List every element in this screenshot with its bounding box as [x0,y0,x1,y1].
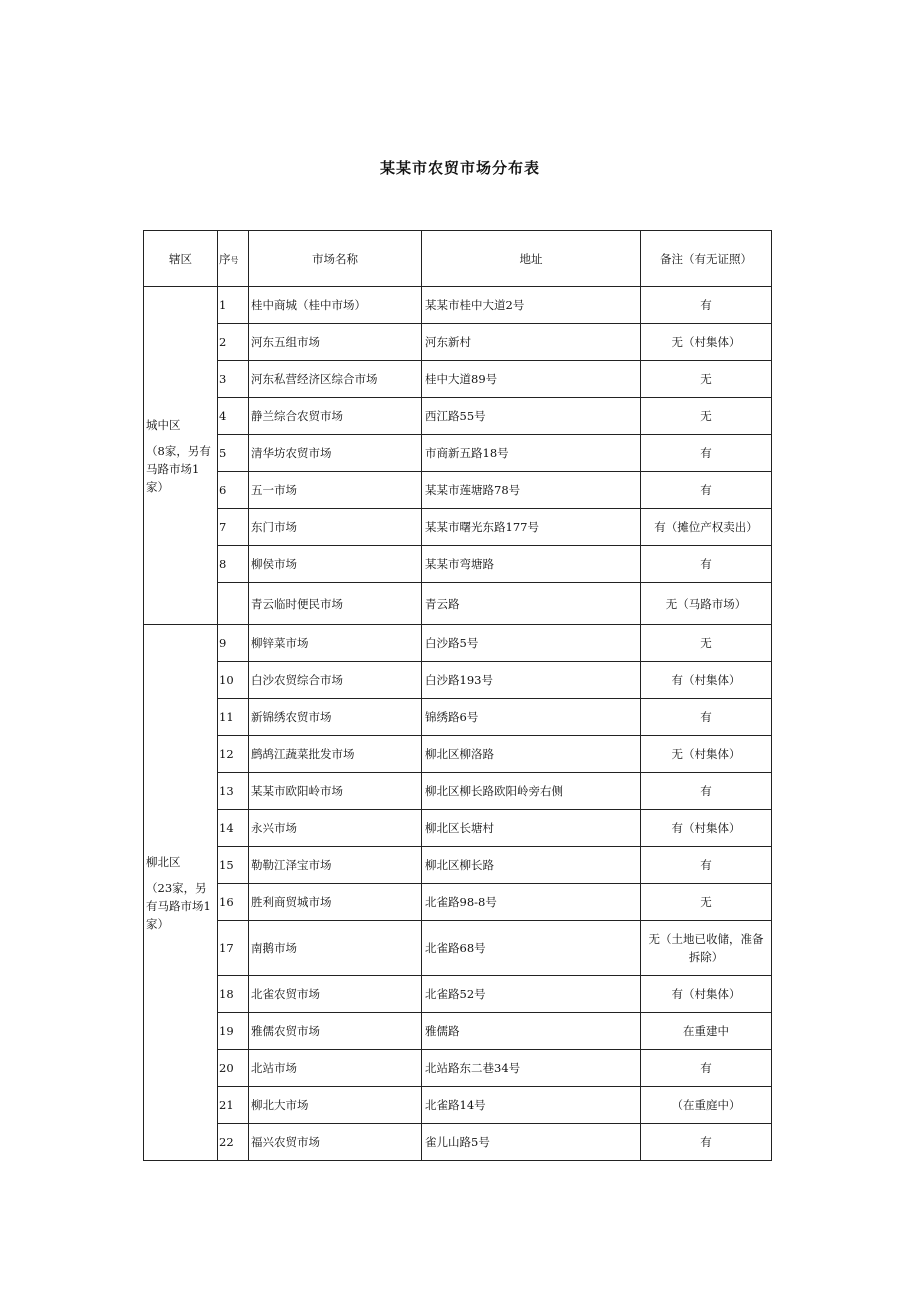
seq-cell: 17 [218,921,249,976]
market-name-cell: 河东五组市场 [249,324,422,361]
note-cell: 无 [641,625,772,662]
note-cell: 有 [641,1124,772,1161]
header-note: 备注（有无证照） [641,231,772,287]
table-row [144,1087,772,1124]
market-name-cell: 柳北大市场 [249,1087,422,1124]
market-name-cell: 勒勒江泽宝市场 [249,847,422,884]
address-cell: 青云路 [422,583,641,625]
address-cell: 北雀路14号 [422,1087,641,1124]
market-name-cell: 福兴农贸市场 [249,1124,422,1161]
table-row [144,472,772,509]
address-cell: 某某市曙光东路177号 [422,509,641,546]
table-row [144,699,772,736]
page-title: 某某市农贸市场分布表 [379,159,540,177]
note-cell: 无（土地已收储，准备拆除） [641,921,772,976]
table-row [144,435,772,472]
header-seq-small: 号 [230,255,239,265]
seq-cell: 3 [218,361,249,398]
seq-cell: 5 [218,435,249,472]
table-row [144,921,772,976]
note-cell: 有（摊位产权卖出） [641,509,772,546]
address-cell: 柳北区柳洛路 [422,736,641,773]
address-cell: 北雀路68号 [422,921,641,976]
market-name-cell: 河东私营经济区综合市场 [249,361,422,398]
address-cell: 西江路55号 [422,398,641,435]
seq-cell: 20 [218,1050,249,1087]
note-cell: 无（村集体） [641,736,772,773]
table-row [144,736,772,773]
address-cell: 锦绣路6号 [422,699,641,736]
address-cell: 市商新五路18号 [422,435,641,472]
seq-cell: 10 [218,662,249,699]
table-row [144,1050,772,1087]
district-note: （23家，另有马路市场1家） [146,880,211,931]
seq-cell: 19 [218,1013,249,1050]
note-cell: 有（村集体） [641,662,772,699]
market-name-cell: 北站市场 [249,1050,422,1087]
market-name-cell: 某某市欧阳岭市场 [249,773,422,810]
address-cell: 白沙路193号 [422,662,641,699]
address-cell: 桂中大道89号 [422,361,641,398]
note-cell: 有 [641,472,772,509]
seq-cell: 4 [218,398,249,435]
table-row [144,287,772,324]
seq-cell: 22 [218,1124,249,1161]
market-name-cell: 新锦绣农贸市场 [249,699,422,736]
market-name-cell: 清华坊农贸市场 [249,435,422,472]
note-cell: 有 [641,773,772,810]
header-seq [218,231,249,287]
seq-cell: 18 [218,976,249,1013]
table-row [144,662,772,699]
address-cell: 某某市桂中大道2号 [422,287,641,324]
market-name-cell: 白沙农贸综合市场 [249,662,422,699]
market-table [143,230,772,1161]
table-row [144,324,772,361]
table-body [144,287,772,1161]
header-row [144,231,772,287]
market-name-cell: 南鹅市场 [249,921,422,976]
table-row [144,583,772,625]
market-name-cell: 柳侯市场 [249,546,422,583]
table-row [144,509,772,546]
address-cell: 北站路东二巷34号 [422,1050,641,1087]
market-name-cell: 雅儒农贸市场 [249,1013,422,1050]
note-cell: 有 [641,699,772,736]
header-seq-main: 序 [219,251,231,266]
market-name-cell: 五一市场 [249,472,422,509]
address-cell: 北雀路98-8号 [422,884,641,921]
note-cell: 无（马路市场） [641,583,772,625]
district-note: （8家，另有马路市场1家） [146,443,211,494]
table-row [144,773,772,810]
note-cell: 有 [641,546,772,583]
market-name-cell: 青云临时便民市场 [249,583,422,625]
seq-cell: 21 [218,1087,249,1124]
seq-cell: 16 [218,884,249,921]
address-cell: 柳北区长塘村 [422,810,641,847]
header-name: 市场名称 [249,231,422,287]
seq-cell: 12 [218,736,249,773]
note-cell: 无 [641,398,772,435]
address-cell: 某某市莲塘路78号 [422,472,641,509]
note-cell: 有 [641,1050,772,1087]
market-name-cell: 桂中商城（桂中市场） [249,287,422,324]
table-row [144,398,772,435]
seq-cell: 8 [218,546,249,583]
market-name-cell: 永兴市场 [249,810,422,847]
note-cell: （在重庭中） [641,1087,772,1124]
seq-cell: 6 [218,472,249,509]
table-row [144,1124,772,1161]
district-name: 城中区 [146,417,181,432]
table-row [144,361,772,398]
header-address: 地址 [422,231,641,287]
note-cell: 在重建中 [641,1013,772,1050]
seq-cell: 7 [218,509,249,546]
table-row [144,1013,772,1050]
district-name: 柳北区 [146,854,181,869]
address-cell: 柳北区柳长路欧阳岭旁右侧 [422,773,641,810]
note-cell: 无（村集体） [641,324,772,361]
address-cell: 白沙路5号 [422,625,641,662]
district-cell [144,287,218,625]
note-cell: 无 [641,884,772,921]
note-cell: 无 [641,361,772,398]
table-row [144,546,772,583]
seq-cell: 14 [218,810,249,847]
address-cell: 某某市弯塘路 [422,546,641,583]
note-cell: 有（村集体） [641,976,772,1013]
address-cell: 河东新村 [422,324,641,361]
district-cell [144,625,218,1161]
address-cell: 柳北区柳长路 [422,847,641,884]
market-name-cell: 鹧鸪江蔬菜批发市场 [249,736,422,773]
address-cell: 北雀路52号 [422,976,641,1013]
seq-cell: 15 [218,847,249,884]
header-district: 辖区 [144,231,218,287]
address-cell: 雀儿山路5号 [422,1124,641,1161]
table-row [144,884,772,921]
market-name-cell: 北雀农贸市场 [249,976,422,1013]
market-name-cell: 柳锌菜市场 [249,625,422,662]
seq-cell: 9 [218,625,249,662]
seq-cell: 1 [218,287,249,324]
table-row [144,976,772,1013]
note-cell: 有 [641,847,772,884]
address-cell: 雅儒路 [422,1013,641,1050]
table-row [144,625,772,662]
seq-cell: 13 [218,773,249,810]
market-name-cell: 东门市场 [249,509,422,546]
seq-cell: 2 [218,324,249,361]
market-name-cell: 静兰综合农贸市场 [249,398,422,435]
market-name-cell: 胜利商贸城市场 [249,884,422,921]
note-cell: 有（村集体） [641,810,772,847]
note-cell: 有 [641,435,772,472]
table-row [144,810,772,847]
note-cell: 有 [641,287,772,324]
seq-cell [218,583,249,625]
table-row [144,847,772,884]
seq-cell: 11 [218,699,249,736]
